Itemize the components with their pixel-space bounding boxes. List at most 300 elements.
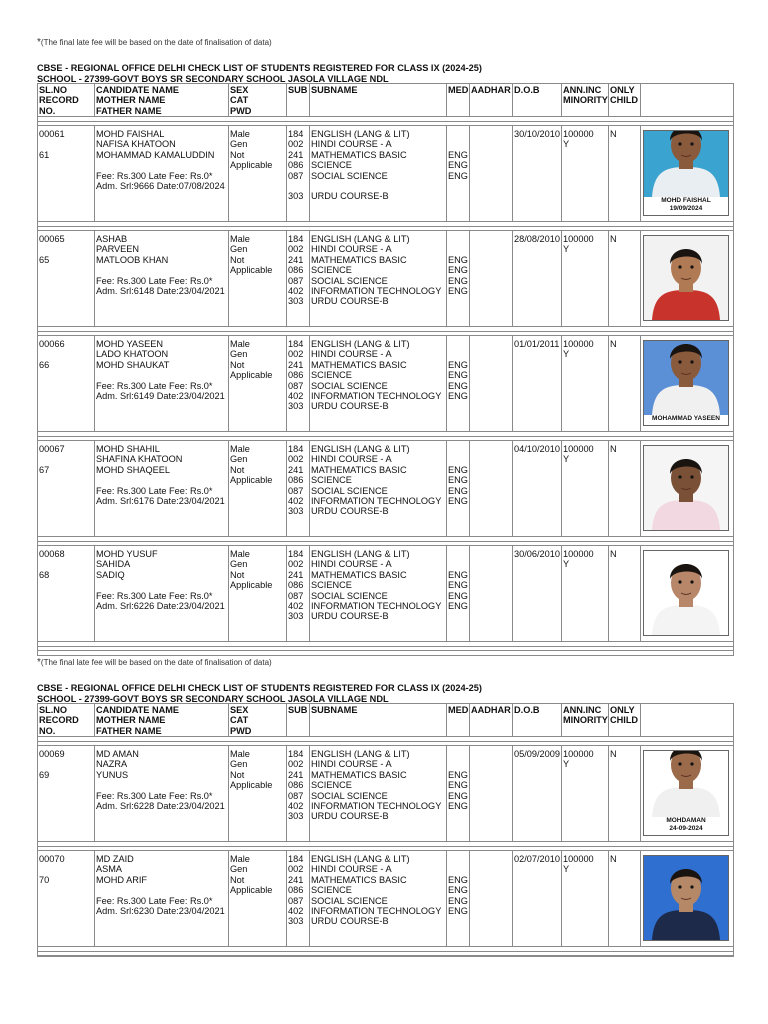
subject-code: 241 [288, 254, 304, 265]
column-divider [561, 704, 562, 736]
father-name: SADIQ [96, 569, 125, 580]
fee-details: Fee: Rs.300 Late Fee: Rs.0* [96, 895, 213, 906]
column-divider [608, 84, 609, 116]
subject-code: 184 [288, 444, 304, 454]
subject-code: 303 [288, 401, 304, 412]
row-divider [38, 846, 733, 847]
subject-medium: ENG [448, 464, 468, 475]
sex-cat-pwd: Applicable [230, 265, 273, 276]
column-divider [286, 850, 287, 946]
col-header-candidate: FATHER NAME [96, 105, 162, 116]
column-divider [309, 84, 310, 116]
column-divider [469, 745, 470, 841]
student-photo [643, 550, 729, 636]
serial-number: 67 [39, 464, 50, 475]
col-header-anninc: ANN.INC [563, 705, 602, 715]
column-divider [228, 745, 229, 841]
subject-medium: ENG [448, 275, 468, 286]
column-divider [228, 84, 229, 116]
sex-cat-pwd: Applicable [230, 475, 273, 486]
col-header-sex: SEX [230, 705, 249, 715]
column-divider [286, 440, 287, 536]
col-header-candidate: FATHER NAME [96, 725, 162, 736]
column-divider [286, 545, 287, 641]
subject-code: 402 [288, 391, 304, 401]
column-divider [309, 440, 310, 536]
subject-medium: ENG [448, 769, 468, 780]
annual-income: 100000 [563, 444, 594, 454]
column-divider [286, 125, 287, 221]
row-divider [38, 736, 733, 737]
subject-name: ENGLISH (LANG & LIT) [311, 129, 410, 139]
column-divider [469, 704, 470, 736]
photo-caption: MOHDAMAN [666, 817, 706, 824]
subject-code: 241 [288, 874, 304, 885]
note-text: (The final late fee will be based on the date of finalisation of data) [40, 658, 272, 667]
subject-name: URDU COURSE-B [311, 401, 389, 412]
admission-details: Adm. Srl:6226 Date:23/04/2021 [96, 601, 225, 611]
only-child: N [610, 854, 617, 864]
subject-code: 402 [288, 906, 304, 916]
subject-code: 402 [288, 496, 304, 506]
column-divider [469, 230, 470, 326]
subject-code: 402 [288, 286, 304, 296]
sex-cat-pwd: Not [230, 569, 245, 580]
date-of-birth: 30/10/2010 [514, 129, 560, 139]
row-divider [38, 545, 733, 546]
subject-code: 184 [288, 234, 304, 244]
date-of-birth: 04/10/2010 [514, 444, 560, 454]
column-divider [446, 125, 447, 221]
sex-cat-pwd: Male [230, 234, 250, 244]
minority-status: Y [563, 139, 570, 150]
minority-status: Y [563, 559, 570, 570]
row-divider [38, 541, 733, 542]
subject-medium: ENG [448, 254, 468, 265]
photo-caption: 19/09/2024 [669, 205, 703, 212]
row-divider [38, 431, 733, 432]
subject-code: 303 [288, 811, 304, 822]
column-divider [286, 704, 287, 736]
header-title: CBSE - REGIONAL OFFICE DELHI CHECK LIST OF STUDENTS REGISTERED FOR CLASS IX (2024-25) [37, 63, 482, 73]
subject-medium: ENG [448, 801, 468, 811]
subject-code: 087 [288, 485, 304, 496]
subject-medium: ENG [448, 265, 468, 276]
row-divider [38, 326, 733, 327]
row-divider [38, 335, 733, 336]
subject-name: URDU COURSE-B [311, 611, 389, 622]
subject-name: SCIENCE [311, 885, 352, 896]
record-number: 00061 [39, 129, 65, 139]
mother-name: NAZRA [96, 759, 128, 770]
only-child: N [610, 444, 617, 454]
document-header [37, 63, 482, 84]
row-divider [38, 841, 733, 842]
row-divider [38, 946, 733, 947]
subject-name: URDU COURSE-B [311, 916, 389, 927]
col-header-only-child: CHILD [610, 95, 639, 106]
column-divider [469, 440, 470, 536]
column-divider [94, 704, 95, 736]
column-divider [446, 84, 447, 116]
student-table-page-2 [37, 703, 734, 957]
column-divider [512, 545, 513, 641]
minority-status: Y [563, 454, 570, 465]
subject-name: INFORMATION TECHNOLOGY [311, 496, 442, 506]
subject-name: MATHEMATICS BASIC [311, 569, 407, 580]
sex-cat-pwd: Gen [230, 454, 248, 465]
student-photo [643, 750, 729, 836]
column-divider [640, 745, 641, 841]
mother-name: NAFISA KHATOON [96, 139, 176, 150]
subject-code: 303 [288, 506, 304, 517]
row-divider [38, 850, 733, 851]
record-number: 00070 [39, 854, 65, 864]
column-divider [608, 125, 609, 221]
column-divider [608, 230, 609, 326]
subject-name: HINDI COURSE - A [311, 454, 392, 465]
subject-name: HINDI COURSE - A [311, 559, 392, 570]
col-header-anninc: MINORITY [563, 95, 608, 106]
col-header-subname: SUBNAME [311, 705, 358, 715]
column-divider [309, 335, 310, 431]
subject-name: SCIENCE [311, 265, 352, 276]
sex-cat-pwd: Male [230, 854, 250, 864]
column-divider [608, 850, 609, 946]
candidate-name: MOHD FAISHAL [96, 129, 165, 139]
subject-code: 086 [288, 370, 304, 381]
column-divider [94, 745, 95, 841]
subject-code: 002 [288, 139, 304, 150]
sex-cat-pwd: Gen [230, 244, 248, 255]
col-header-sex: SEX [230, 85, 249, 95]
minority-status: Y [563, 349, 570, 360]
subject-code: 002 [288, 244, 304, 255]
mother-name: SHAFINA KHATOON [96, 454, 183, 465]
subject-medium: ENG [448, 149, 468, 160]
row-divider [38, 121, 733, 122]
subject-name: SOCIAL SCIENCE [311, 380, 388, 391]
sex-cat-pwd: Male [230, 444, 250, 454]
subject-name: SCIENCE [311, 780, 352, 791]
header-school: SCHOOL - 27399-GOVT BOYS SR SECONDARY SCHOOL JASOLA VILLAGE NDL [37, 693, 389, 704]
father-name: MATLOOB KHAN [96, 254, 169, 265]
sex-cat-pwd: Male [230, 749, 250, 759]
subject-name: URDU COURSE-B [311, 811, 389, 822]
fee-details: Fee: Rs.300 Late Fee: Rs.0* [96, 485, 213, 496]
subject-code: 402 [288, 601, 304, 611]
col-header-aadhar: AADHAR [471, 85, 511, 95]
subject-medium: ENG [448, 380, 468, 391]
candidate-name: MOHD SHAHIL [96, 444, 160, 454]
father-name: MOHD SHAQEEL [96, 464, 171, 475]
subject-code: 087 [288, 170, 304, 181]
subject-medium: ENG [448, 590, 468, 601]
column-divider [512, 84, 513, 116]
subject-name: MATHEMATICS BASIC [311, 464, 407, 475]
subject-code: 087 [288, 275, 304, 286]
subject-name: SOCIAL SCIENCE [311, 790, 388, 801]
subject-medium: ENG [448, 286, 468, 296]
subject-medium: ENG [448, 370, 468, 381]
col-header-med: MED [448, 705, 469, 715]
serial-number: 68 [39, 569, 50, 580]
col-header-candidate: CANDIDATE NAME [96, 705, 180, 715]
row-divider [38, 440, 733, 441]
col-header-candidate: MOTHER NAME [96, 95, 166, 106]
subject-name: SOCIAL SCIENCE [311, 895, 388, 906]
student-photo-art [644, 341, 728, 415]
column-divider [608, 545, 609, 641]
record-number: 00068 [39, 549, 65, 559]
subject-code: 241 [288, 359, 304, 370]
record-number: 00069 [39, 749, 65, 759]
column-divider [561, 335, 562, 431]
subject-name: ENGLISH (LANG & LIT) [311, 444, 410, 454]
column-divider [640, 125, 641, 221]
sex-cat-pwd: Gen [230, 864, 248, 875]
subject-code: 086 [288, 580, 304, 591]
col-header-sub: SUB [288, 705, 308, 715]
fee-details: Fee: Rs.300 Late Fee: Rs.0* [96, 170, 213, 181]
column-divider [228, 440, 229, 536]
col-header-dob: D.O.B [514, 85, 540, 95]
col-header-only-child: ONLY [610, 85, 635, 95]
column-divider [228, 230, 229, 326]
document-header [37, 683, 482, 704]
column-divider [561, 545, 562, 641]
fee-details: Fee: Rs.300 Late Fee: Rs.0* [96, 380, 213, 391]
sex-cat-pwd: Not [230, 874, 245, 885]
sex-cat-pwd: Male [230, 129, 250, 139]
column-divider [309, 745, 310, 841]
col-header-only-child: ONLY [610, 705, 635, 715]
subject-name: MATHEMATICS BASIC [311, 874, 407, 885]
note-star: * [37, 37, 41, 48]
subject-medium: ENG [448, 906, 468, 916]
photo-caption: MOHD FAISHAL [661, 197, 711, 204]
column-divider [228, 545, 229, 641]
column-divider [309, 704, 310, 736]
sex-cat-pwd: Not [230, 359, 245, 370]
subject-code: 002 [288, 349, 304, 360]
subject-medium: ENG [448, 170, 468, 181]
mother-name: ASMA [96, 864, 123, 875]
subject-name: MATHEMATICS BASIC [311, 769, 407, 780]
subject-name: INFORMATION TECHNOLOGY [311, 391, 442, 401]
subject-name: MATHEMATICS BASIC [311, 359, 407, 370]
student-photo-art [644, 751, 728, 817]
student-photo-art [644, 856, 728, 940]
subject-code: 184 [288, 749, 304, 759]
only-child: N [610, 749, 617, 759]
header-title: CBSE - REGIONAL OFFICE DELHI CHECK LIST OF STUDENTS REGISTERED FOR CLASS IX (2024-25) [37, 683, 482, 693]
subject-code: 086 [288, 780, 304, 791]
subject-medium: ENG [448, 790, 468, 801]
column-divider [512, 125, 513, 221]
sex-cat-pwd: Not [230, 254, 245, 265]
photo-caption: MOHAMMAD YASEEN [652, 415, 720, 422]
col-header-dob: D.O.B [514, 705, 540, 715]
subject-name: INFORMATION TECHNOLOGY [311, 801, 442, 811]
col-header-med: MED [448, 85, 469, 95]
sex-cat-pwd: Gen [230, 349, 248, 360]
row-divider [38, 536, 733, 537]
sex-cat-pwd: Male [230, 339, 250, 349]
column-divider [228, 335, 229, 431]
sex-cat-pwd: Applicable [230, 160, 273, 171]
row-divider [38, 331, 733, 332]
subject-code: 241 [288, 464, 304, 475]
subject-name: SOCIAL SCIENCE [311, 485, 388, 496]
admission-details: Adm. Srl:6176 Date:23/04/2021 [96, 496, 225, 506]
col-header-candidate: MOTHER NAME [96, 715, 166, 726]
subject-name: INFORMATION TECHNOLOGY [311, 906, 442, 916]
late-fee-note [37, 657, 272, 668]
father-name: MOHD ARIF [96, 874, 148, 885]
col-header-aadhar: AADHAR [471, 705, 511, 715]
fee-details: Fee: Rs.300 Late Fee: Rs.0* [96, 790, 213, 801]
subject-name: HINDI COURSE - A [311, 864, 392, 875]
only-child: N [610, 234, 617, 244]
subject-code: 086 [288, 265, 304, 276]
admission-details: Adm. Srl:6148 Date:23/04/2021 [96, 286, 225, 296]
subject-name: HINDI COURSE - A [311, 139, 392, 150]
sex-cat-pwd: Applicable [230, 370, 273, 381]
column-divider [309, 850, 310, 946]
subject-name: ENGLISH (LANG & LIT) [311, 339, 410, 349]
row-divider [38, 951, 733, 952]
father-name: MOHAMMAD KAMALUDDIN [96, 149, 215, 160]
subject-name: ENGLISH (LANG & LIT) [311, 854, 410, 864]
col-header-sex: PWD [230, 725, 252, 736]
candidate-name: ASHAB [96, 234, 128, 244]
subject-name: HINDI COURSE - A [311, 759, 392, 770]
subject-medium: ENG [448, 160, 468, 171]
column-divider [286, 84, 287, 116]
date-of-birth: 28/08/2010 [514, 234, 560, 244]
note-star: * [37, 657, 41, 668]
col-header-only-child: CHILD [610, 715, 639, 726]
student-table-page-1 [37, 83, 734, 656]
column-divider [309, 125, 310, 221]
annual-income: 100000 [563, 749, 594, 759]
column-divider [512, 230, 513, 326]
column-divider [446, 230, 447, 326]
subject-code: 087 [288, 380, 304, 391]
record-number: 00066 [39, 339, 65, 349]
subject-code: 241 [288, 769, 304, 780]
student-photo [643, 340, 729, 426]
column-divider [446, 745, 447, 841]
column-divider [640, 545, 641, 641]
row-divider [38, 650, 733, 651]
fee-details: Fee: Rs.300 Late Fee: Rs.0* [96, 275, 213, 286]
sex-cat-pwd: Gen [230, 559, 248, 570]
col-header-sex: CAT [230, 715, 249, 726]
subject-code: 086 [288, 475, 304, 486]
candidate-name: MOHD YUSUF [96, 549, 158, 559]
only-child: N [610, 129, 617, 139]
column-divider [94, 850, 95, 946]
date-of-birth: 01/01/2011 [514, 339, 560, 349]
annual-income: 100000 [563, 854, 594, 864]
column-divider [469, 335, 470, 431]
subject-medium: ENG [448, 496, 468, 506]
date-of-birth: 30/06/2010 [514, 549, 560, 559]
fee-details: Fee: Rs.300 Late Fee: Rs.0* [96, 590, 213, 601]
student-photo-art [644, 131, 728, 197]
sex-cat-pwd: Gen [230, 139, 248, 150]
col-header-slno: NO. [39, 725, 56, 736]
row-divider [38, 641, 733, 642]
subject-name: SOCIAL SCIENCE [311, 275, 388, 286]
father-name: MOHD SHAUKAT [96, 359, 170, 370]
candidate-name: MD AMAN [96, 749, 139, 759]
column-divider [608, 745, 609, 841]
row-divider [38, 646, 733, 647]
sex-cat-pwd: Applicable [230, 780, 273, 791]
subject-medium: ENG [448, 391, 468, 401]
column-divider [446, 545, 447, 641]
subject-code: 086 [288, 160, 304, 171]
column-divider [469, 84, 470, 116]
subject-name: ENGLISH (LANG & LIT) [311, 749, 410, 759]
subject-name: HINDI COURSE - A [311, 349, 392, 360]
subject-name: MATHEMATICS BASIC [311, 149, 407, 160]
student-photo-art [644, 551, 728, 635]
col-header-anninc: MINORITY [563, 715, 608, 726]
serial-number: 61 [39, 149, 50, 160]
student-photo [643, 855, 729, 941]
row-divider [38, 116, 733, 117]
admission-details: Adm. Srl:9666 Date:07/08/2024 [96, 181, 225, 191]
subject-name: SCIENCE [311, 580, 352, 591]
annual-income: 100000 [563, 234, 594, 244]
mother-name: SAHIDA [96, 559, 131, 570]
photo-caption: 24-09-2024 [669, 825, 703, 832]
subject-name: URDU COURSE-B [311, 506, 389, 517]
column-divider [446, 850, 447, 946]
col-header-slno: SL.NO [39, 85, 68, 95]
column-divider [561, 850, 562, 946]
subject-medium: ENG [448, 580, 468, 591]
sex-cat-pwd: Not [230, 769, 245, 780]
header-school: SCHOOL - 27399-GOVT BOYS SR SECONDARY SCHOOL JASOLA VILLAGE NDL [37, 73, 389, 84]
subject-name: HINDI COURSE - A [311, 244, 392, 255]
row-divider [38, 221, 733, 222]
column-divider [512, 745, 513, 841]
subject-code: 303 [288, 611, 304, 622]
subject-code: 002 [288, 759, 304, 770]
serial-number: 66 [39, 359, 50, 370]
father-name: YUNUS [96, 769, 129, 780]
column-divider [286, 230, 287, 326]
mother-name: LADO KHATOON [96, 349, 169, 360]
subject-code: 184 [288, 854, 304, 864]
column-divider [561, 84, 562, 116]
subject-name: URDU COURSE-B [311, 191, 389, 202]
subject-name: SCIENCE [311, 160, 352, 171]
subject-name: URDU COURSE-B [311, 296, 389, 307]
subject-code: 303 [288, 916, 304, 927]
subject-code: 184 [288, 339, 304, 349]
annual-income: 100000 [563, 549, 594, 559]
minority-status: Y [563, 244, 570, 255]
column-divider [608, 440, 609, 536]
only-child: N [610, 549, 617, 559]
col-header-slno: SL.NO [39, 705, 68, 715]
